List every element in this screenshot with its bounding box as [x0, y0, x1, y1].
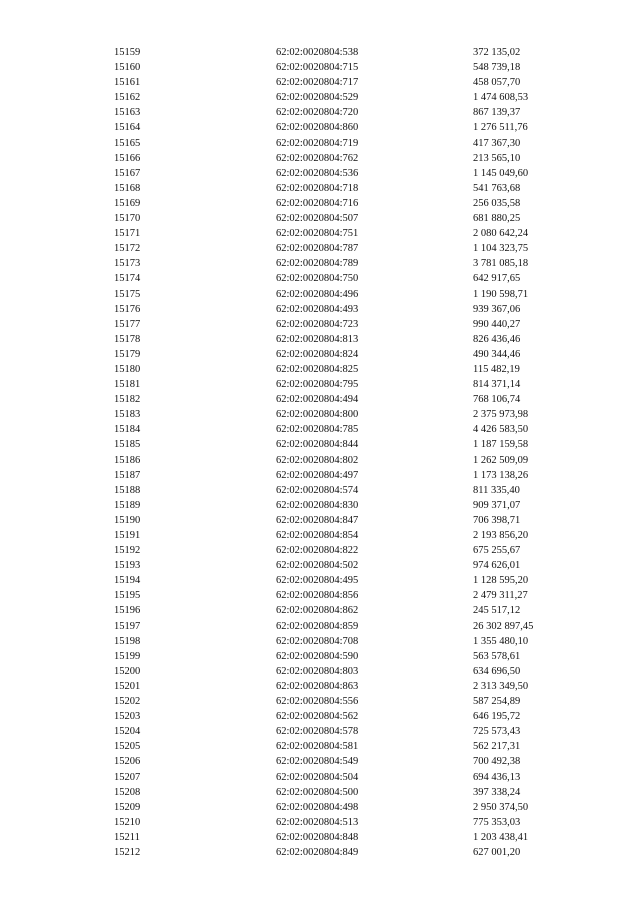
cadastral-number: 62:02:0020804:862 — [276, 605, 359, 617]
cadastral-number: 62:02:0020804:529 — [276, 92, 359, 104]
table-row — [0, 770, 640, 785]
cadastral-value: 1 128 595,20 — [473, 575, 529, 587]
row-number: 15174 — [114, 273, 141, 285]
table-row — [0, 513, 640, 528]
cadastral-value: 245 517,12 — [473, 605, 521, 617]
cadastral-number: 62:02:0020804:717 — [276, 77, 359, 89]
cadastral-number: 62:02:0020804:844 — [276, 439, 359, 451]
cadastral-number: 62:02:0020804:493 — [276, 303, 359, 315]
table-row — [0, 634, 640, 649]
cadastral-number: 62:02:0020804:574 — [276, 484, 359, 496]
cadastral-number: 62:02:0020804:863 — [276, 680, 359, 692]
table-row — [0, 830, 640, 845]
cadastral-value: 768 106,74 — [473, 394, 521, 406]
cadastral-number: 62:02:0020804:578 — [276, 726, 359, 738]
cadastral-number: 62:02:0020804:513 — [276, 816, 359, 828]
cadastral-number: 62:02:0020804:538 — [276, 47, 359, 58]
cadastral-number: 62:02:0020804:723 — [276, 318, 359, 330]
cadastral-number: 62:02:0020804:562 — [276, 711, 359, 723]
table-row — [0, 136, 640, 151]
cadastral-number: 62:02:0020804:718 — [276, 182, 359, 194]
table-row — [0, 287, 640, 302]
row-number: 15177 — [114, 318, 141, 330]
cadastral-value: 26 302 897,45 — [473, 620, 534, 632]
table-row — [0, 347, 640, 362]
cadastral-value: 1 173 138,26 — [473, 469, 529, 481]
table-row — [0, 422, 640, 437]
cadastral-value: 1 145 049,60 — [473, 167, 529, 179]
table-row — [0, 151, 640, 166]
cadastral-value: 3 781 085,18 — [473, 258, 529, 270]
table-row — [0, 317, 640, 332]
cadastral-number: 62:02:0020804:556 — [276, 696, 359, 708]
cadastral-value: 2 313 349,50 — [473, 680, 529, 692]
cadastral-number: 62:02:0020804:716 — [276, 197, 359, 209]
cadastral-number: 62:02:0020804:497 — [276, 469, 359, 481]
table-row — [0, 739, 640, 754]
cadastral-number: 62:02:0020804:495 — [276, 575, 359, 587]
row-number: 15206 — [114, 756, 141, 768]
row-number: 15202 — [114, 696, 141, 708]
table-row — [0, 664, 640, 679]
cadastral-value: 642 917,65 — [473, 273, 521, 285]
cadastral-value: 990 440,27 — [473, 318, 521, 330]
cadastral-value: 563 578,61 — [473, 650, 521, 662]
table-row — [0, 437, 640, 452]
row-number: 15164 — [114, 122, 141, 134]
row-number: 15166 — [114, 152, 141, 164]
table-row — [0, 724, 640, 739]
cadastral-number: 62:02:0020804:856 — [276, 590, 359, 602]
row-number: 15208 — [114, 786, 141, 798]
cadastral-value: 562 217,31 — [473, 741, 521, 753]
table-row — [0, 60, 640, 75]
cadastral-number: 62:02:0020804:830 — [276, 499, 359, 511]
cadastral-number: 62:02:0020804:860 — [276, 122, 359, 134]
cadastral-value: 458 057,70 — [473, 77, 521, 89]
cadastral-value: 256 035,58 — [473, 197, 521, 209]
cadastral-value: 2 479 311,27 — [473, 590, 528, 602]
table-row — [0, 754, 640, 769]
cadastral-value: 646 195,72 — [473, 711, 521, 723]
row-number: 15209 — [114, 801, 141, 813]
row-number: 15199 — [114, 650, 141, 662]
table-row — [0, 241, 640, 256]
cadastral-value: 1 190 598,71 — [473, 288, 529, 300]
cadastral-value: 775 353,03 — [473, 816, 521, 828]
table-row — [0, 603, 640, 618]
cadastral-number: 62:02:0020804:795 — [276, 379, 359, 391]
table-row — [0, 332, 640, 347]
cadastral-number: 62:02:0020804:803 — [276, 665, 359, 677]
table-row — [0, 166, 640, 181]
cadastral-value: 115 482,19 — [473, 363, 520, 375]
cadastral-number: 62:02:0020804:494 — [276, 394, 359, 406]
cadastral-value: 811 335,40 — [473, 484, 520, 496]
cadastral-value: 2 193 856,20 — [473, 530, 529, 541]
row-number: 15191 — [114, 530, 141, 541]
row-number: 15196 — [114, 605, 141, 617]
table-row — [0, 196, 640, 211]
row-number: 15184 — [114, 424, 141, 436]
cadastral-number: 62:02:0020804:502 — [276, 560, 359, 572]
cadastral-value: 2 080 642,24 — [473, 228, 529, 240]
row-number: 15186 — [114, 454, 141, 466]
cadastral-value: 706 398,71 — [473, 514, 521, 526]
cadastral-value: 974 626,01 — [473, 560, 521, 572]
cadastral-value: 490 344,46 — [473, 348, 521, 360]
table-row — [0, 588, 640, 603]
row-number: 15200 — [114, 665, 141, 677]
table-row — [0, 845, 640, 860]
cadastral-value: 725 573,43 — [473, 726, 521, 738]
table-row — [0, 785, 640, 800]
row-number: 15176 — [114, 303, 141, 315]
table-row — [0, 105, 640, 120]
table-row — [0, 45, 640, 60]
cadastral-value: 1 355 480,10 — [473, 635, 529, 647]
row-number: 15178 — [114, 333, 141, 345]
cadastral-value: 397 338,24 — [473, 786, 521, 798]
row-number: 15195 — [114, 590, 141, 602]
cadastral-value: 1 262 509,09 — [473, 454, 529, 466]
row-number: 15211 — [114, 831, 140, 843]
cadastral-value: 814 371,14 — [473, 379, 521, 391]
row-number: 15201 — [114, 680, 141, 692]
table-row — [0, 407, 640, 422]
row-number: 15193 — [114, 560, 141, 572]
cadastral-value: 627 001,20 — [473, 846, 521, 858]
cadastral-value: 634 696,50 — [473, 665, 521, 677]
table-row — [0, 453, 640, 468]
cadastral-number: 62:02:0020804:785 — [276, 424, 359, 436]
table-row — [0, 392, 640, 407]
cadastral-number: 62:02:0020804:822 — [276, 545, 359, 557]
row-number: 15197 — [114, 620, 141, 632]
row-number: 15207 — [114, 771, 141, 783]
cadastral-number: 62:02:0020804:496 — [276, 288, 359, 300]
table-row — [0, 709, 640, 724]
cadastral-number: 62:02:0020804:590 — [276, 650, 359, 662]
row-number: 15190 — [114, 514, 141, 526]
cadastral-number: 62:02:0020804:854 — [276, 530, 359, 541]
table-row — [0, 211, 640, 226]
cadastral-number: 62:02:0020804:708 — [276, 635, 359, 647]
cadastral-value: 587 254,89 — [473, 696, 521, 708]
table-row — [0, 649, 640, 664]
row-number: 15161 — [114, 77, 141, 89]
table-row — [0, 362, 640, 377]
cadastral-number: 62:02:0020804:849 — [276, 846, 359, 858]
row-number: 15192 — [114, 545, 141, 557]
cadastral-value: 1 474 608,53 — [473, 92, 529, 104]
cadastral-number: 62:02:0020804:751 — [276, 228, 359, 240]
row-number: 15181 — [114, 379, 141, 391]
cadastral-value: 675 255,67 — [473, 545, 521, 557]
cadastral-number: 62:02:0020804:802 — [276, 454, 359, 466]
row-number: 15187 — [114, 469, 141, 481]
row-number: 15170 — [114, 213, 141, 225]
table-row — [0, 619, 640, 634]
row-number: 15180 — [114, 363, 141, 375]
table-row — [0, 498, 640, 513]
row-number: 15189 — [114, 499, 141, 511]
row-number: 15183 — [114, 409, 141, 421]
table-row — [0, 226, 640, 241]
cadastral-number: 62:02:0020804:762 — [276, 152, 359, 164]
row-number: 15212 — [114, 846, 141, 858]
cadastral-number: 62:02:0020804:750 — [276, 273, 359, 285]
table-row — [0, 256, 640, 271]
cadastral-number: 62:02:0020804:813 — [276, 333, 359, 345]
cadastral-number: 62:02:0020804:848 — [276, 831, 359, 843]
table-row — [0, 815, 640, 830]
row-number: 15168 — [114, 182, 141, 194]
cadastral-value: 1 276 511,76 — [473, 122, 528, 134]
cadastral-number: 62:02:0020804:847 — [276, 514, 359, 526]
row-number: 15175 — [114, 288, 141, 300]
table-row — [0, 543, 640, 558]
cadastral-value: 867 139,37 — [473, 107, 521, 119]
row-number: 15169 — [114, 197, 141, 209]
row-number: 15182 — [114, 394, 141, 406]
row-number: 15204 — [114, 726, 141, 738]
cadastral-value: 541 763,68 — [473, 182, 521, 194]
cadastral-number: 62:02:0020804:504 — [276, 771, 359, 783]
cadastral-number: 62:02:0020804:824 — [276, 348, 359, 360]
cadastral-value: 694 436,13 — [473, 771, 521, 783]
cadastral-number: 62:02:0020804:859 — [276, 620, 359, 632]
row-number: 15173 — [114, 258, 141, 270]
cadastral-number: 62:02:0020804:800 — [276, 409, 359, 421]
row-number: 15172 — [114, 243, 141, 255]
cadastral-number: 62:02:0020804:500 — [276, 786, 359, 798]
cadastral-value: 909 371,07 — [473, 499, 521, 511]
table-row — [0, 483, 640, 498]
cadastral-number: 62:02:0020804:825 — [276, 363, 359, 375]
row-number: 15205 — [114, 741, 141, 753]
cadastral-number: 62:02:0020804:549 — [276, 756, 359, 768]
cadastral-value: 681 880,25 — [473, 213, 521, 225]
table-row — [0, 528, 640, 543]
cadastral-number: 62:02:0020804:789 — [276, 258, 359, 270]
cadastral-number: 62:02:0020804:581 — [276, 741, 359, 753]
table-row — [0, 302, 640, 317]
table-row — [0, 468, 640, 483]
row-number: 15159 — [114, 47, 141, 58]
table-row — [0, 800, 640, 815]
table-row — [0, 75, 640, 90]
cadastral-number: 62:02:0020804:719 — [276, 137, 359, 149]
cadastral-value: 700 492,38 — [473, 756, 521, 768]
row-number: 15160 — [114, 62, 141, 74]
table-row — [0, 181, 640, 196]
table-row — [0, 558, 640, 573]
cadastral-number: 62:02:0020804:498 — [276, 801, 359, 813]
table-row — [0, 271, 640, 286]
cadastral-value: 4 426 583,50 — [473, 424, 529, 436]
cadastral-value: 372 135,02 — [473, 47, 521, 58]
row-number: 15194 — [114, 575, 141, 587]
cadastral-value: 2 950 374,50 — [473, 801, 529, 813]
cadastral-value: 417 367,30 — [473, 137, 521, 149]
row-number: 15210 — [114, 816, 141, 828]
table-row — [0, 694, 640, 709]
row-number: 15185 — [114, 439, 141, 451]
table-row — [0, 90, 640, 105]
row-number: 15198 — [114, 635, 141, 647]
cadastral-number: 62:02:0020804:536 — [276, 167, 359, 179]
cadastral-value: 1 187 159,58 — [473, 439, 529, 451]
row-number: 15167 — [114, 167, 141, 179]
cadastral-value: 213 565,10 — [473, 152, 521, 164]
cadastral-number: 62:02:0020804:715 — [276, 62, 359, 74]
cadastral-number: 62:02:0020804:507 — [276, 213, 359, 225]
table-row — [0, 377, 640, 392]
table-row — [0, 573, 640, 588]
row-number: 15162 — [114, 92, 141, 104]
table-row — [0, 120, 640, 135]
row-number: 15171 — [114, 228, 141, 240]
row-number: 15163 — [114, 107, 141, 119]
row-number: 15179 — [114, 348, 141, 360]
cadastral-value: 826 436,46 — [473, 333, 521, 345]
cadastral-value: 2 375 973,98 — [473, 409, 529, 421]
table-row — [0, 679, 640, 694]
row-number: 15165 — [114, 137, 141, 149]
row-number: 15203 — [114, 711, 141, 723]
cadastral-value-table — [0, 45, 640, 860]
cadastral-value: 939 367,06 — [473, 303, 521, 315]
cadastral-value: 1 104 323,75 — [473, 243, 529, 255]
cadastral-value: 548 739,18 — [473, 62, 521, 74]
cadastral-value: 1 203 438,41 — [473, 831, 529, 843]
row-number: 15188 — [114, 484, 141, 496]
cadastral-number: 62:02:0020804:720 — [276, 107, 359, 119]
cadastral-number: 62:02:0020804:787 — [276, 243, 359, 255]
